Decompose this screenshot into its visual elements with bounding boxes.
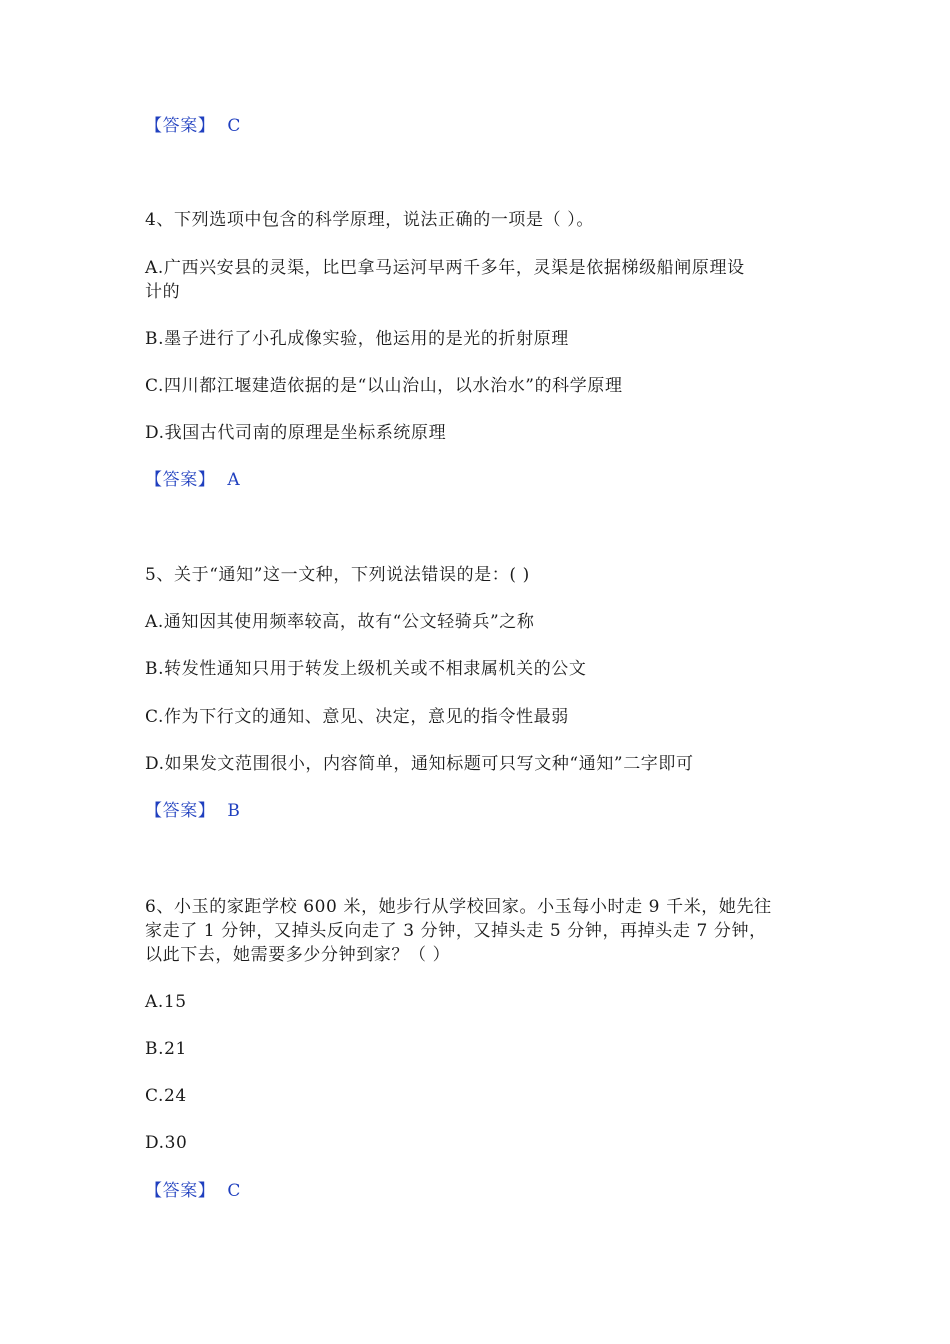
answer-line	[145, 468, 240, 492]
answer-value: C	[227, 116, 242, 136]
question-stem: 5、关于“通知”这一文种，下列说法错误的是：( )	[145, 565, 530, 585]
option-b: B.转发性通知只用于转发上级机关或不相隶属机关的公文	[145, 659, 587, 679]
answer-label: 【答案】	[145, 116, 216, 136]
option-c: C.作为下行文的通知、意见、决定，意见的指令性最弱	[145, 707, 569, 727]
option-d: D.如果发文范围很小，内容简单，通知标题可只写文种“通知”二字即可	[145, 754, 694, 774]
answer-label: 【答案】	[145, 470, 216, 490]
question-stem: 6、小玉的家距学校 600 米，她步行从学校回家。小玉每小时走 9 千米，她先往	[145, 897, 772, 917]
answer-value: A	[227, 470, 241, 490]
question-stem-line-3: 以此下去，她需要多少分钟到家？（ ）	[145, 945, 451, 965]
option-b: B.墨子进行了小孔成像实验，他运用的是光的折射原理	[145, 329, 569, 349]
answer-label: 【答案】	[145, 1181, 216, 1201]
answer-line	[145, 114, 241, 138]
option-b: B.21	[145, 1039, 187, 1059]
answer-value: B	[227, 801, 241, 821]
option-c: C.四川都江堰建造依据的是“以山治山，以水治水”的科学原理	[145, 376, 623, 396]
option-a: A.15	[145, 992, 187, 1012]
option-c: C.24	[145, 1086, 187, 1106]
question-stem-line-2: 家走了 1 分钟，又掉头反向走了 3 分钟，又掉头走 5 分钟，再掉头走 7 分钟，	[145, 921, 767, 941]
option-a: A.通知因其使用频率较高，故有“公文轻骑兵”之称	[145, 612, 535, 632]
option-a: A.广西兴安县的灵渠，比巴拿马运河早两千多年，灵渠是依据梯级船闸原理设	[145, 258, 745, 278]
option-d: D.我国古代司南的原理是坐标系统原理	[145, 423, 447, 443]
answer-label: 【答案】	[145, 801, 216, 821]
answer-line	[145, 799, 241, 823]
option-a-continued: 计的	[145, 282, 181, 302]
answer-value: C	[227, 1181, 242, 1201]
option-d: D.30	[145, 1133, 188, 1153]
answer-line	[145, 1179, 241, 1203]
question-stem: 4、下列选项中包含的科学原理，说法正确的一项是（ ）。	[145, 210, 594, 230]
